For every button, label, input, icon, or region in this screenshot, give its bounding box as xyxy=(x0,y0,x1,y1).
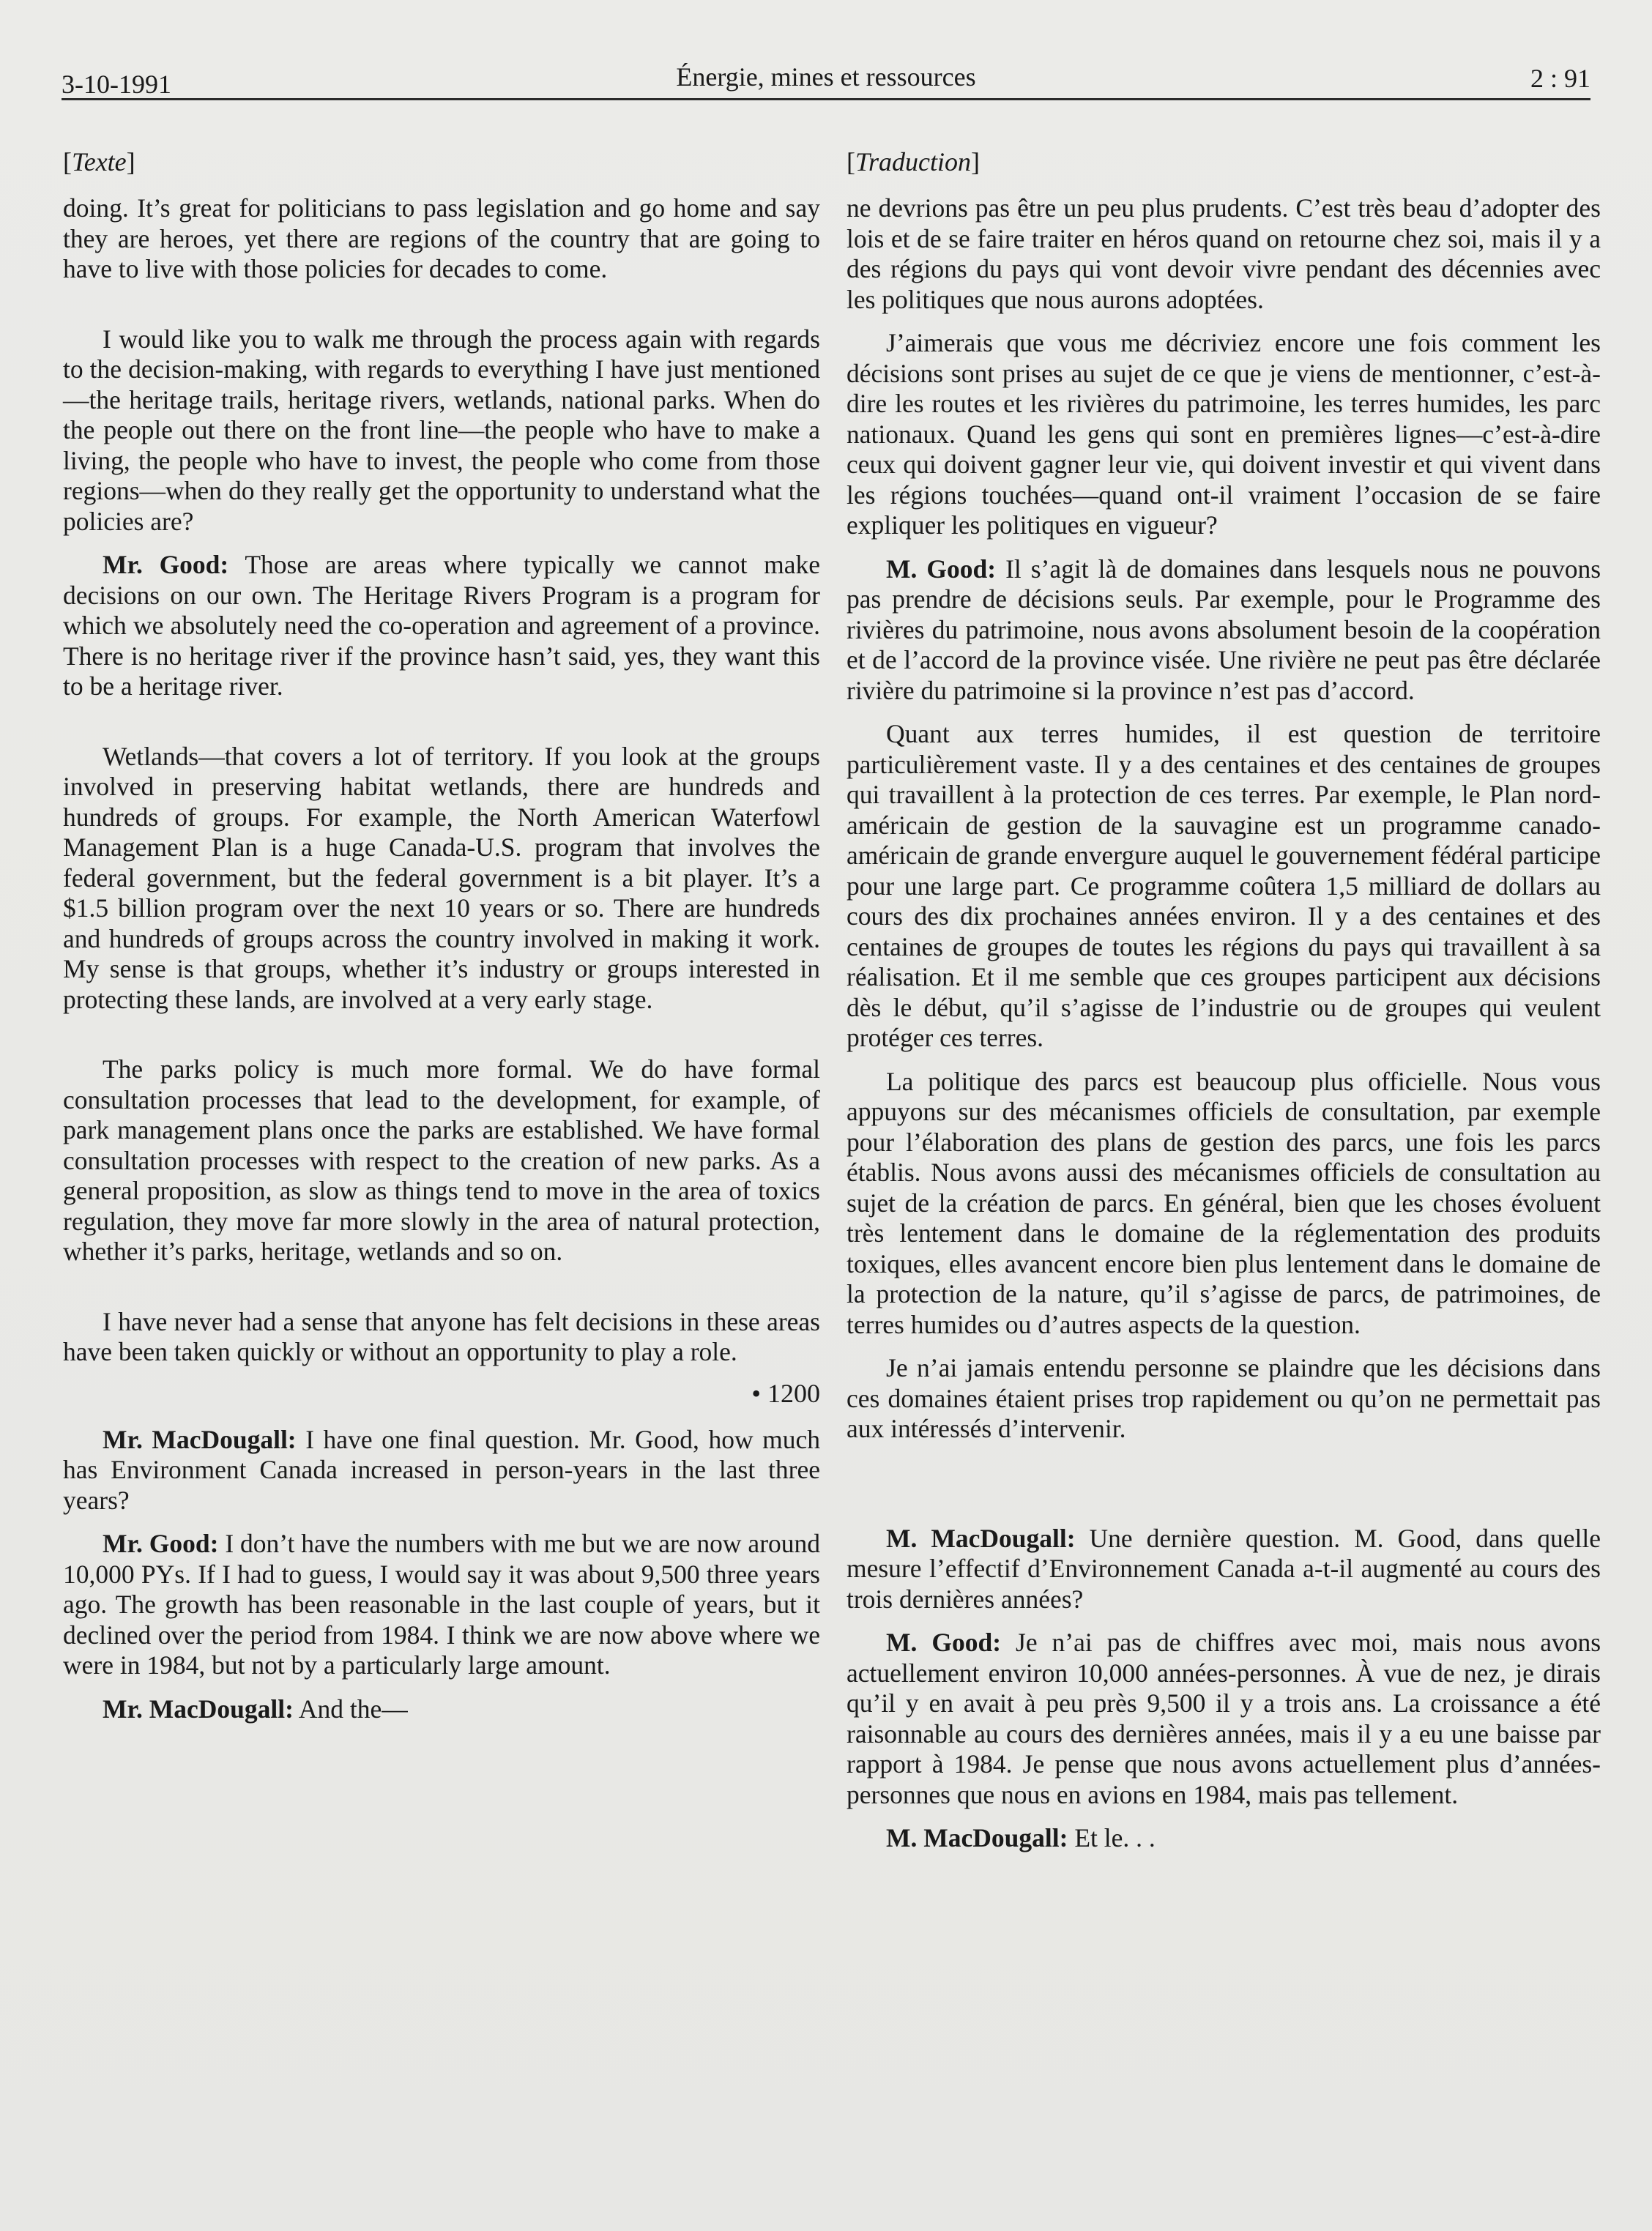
header-page-number: 2 : 91 xyxy=(1530,64,1590,93)
paragraph: M. MacDougall: Et le. . . xyxy=(886,1823,1156,1852)
paragraph: I would like you to walk me through the process again with regards to the decision-making, with regards to everything I have just mentioned—the heritage trails, heritage rivers, wetlands, national parks. When do the people out there on the front line—the people who have to make a living, the people who have to invest, the people who come from those regions—when do they really get the opportunity to understand what the policies are? xyxy=(63,324,820,536)
paragraph: Wetlands—that covers a lot of territory. If you look at the groups involved in preserving habitat wetlands, there are hundreds and hundreds of groups. For example, the North American Waterfowl Management Plan is a huge Canada-U.S. program that involves the federal government, but the federal government is a bit player. It’s a $1.5 billion program over the next 10 years or so. There are hundreds and hundreds of groups across the country involved in making it work. My sense is that groups, whether it’s industry or groups interested in protecting these lands, are involved at a very early stage. xyxy=(63,741,820,1014)
paragraph: J’aimerais que vous me décriviez encore une fois comment les décisions sont prises au sujet de ce que je viens de mentionner, c’est-à-dire les routes et les rivières du patrimoine, les terres humides, les parc nationaux. Quand les gens qui sont en premières lignes—c’est-à-dire ceux qui doivent gagner leur vie, qui doivent investir et qui vivent dans les régions touchées—quand ont-il vraiment l’occasion de se faire expliquer les politiques en vigueur? xyxy=(847,328,1601,540)
english-column xyxy=(63,146,820,1724)
paragraph: M. MacDougall: Une dernière question. M. Good, dans quelle mesure l’effectif d’Environnement Canada a-t-il augmenté au cours des trois dernières années? xyxy=(847,1523,1601,1614)
header-title: Énergie, mines et ressources xyxy=(676,62,976,92)
paragraph: La politique des parcs est beaucoup plus officielle. Nous vous appuyons sur des mécanismes officiels de consultation, par exemple pour l’élaboration des plans de gestion des parcs, une fois les parcs établis. Nous avons aussi des mécanismes officiels de consultation au sujet de la création de parcs. En général, bien que les choses évoluent très lentement dans le domaine de la réglementation des produits toxiques, elles avancent encore bien plus lentement dans le domaine de la protection de la nature, qu’il s’agisse de parcs, de patrimoines, de terres humides ou d’autres aspects de la question. xyxy=(847,1066,1601,1339)
speaker-name: Mr. Good: xyxy=(103,1529,219,1558)
header-date: 3-10-1991 xyxy=(62,70,171,99)
french-column xyxy=(847,146,1601,1854)
speaker-name: Mr. Good: xyxy=(103,550,229,579)
paragraph: Mr. MacDougall: I have one final question. Mr. Good, how much has Environment Canada increased in person-years in the last three years? xyxy=(63,1424,821,1515)
paragraph: M. Good: Je n’ai pas de chiffres avec moi, mais nous avons actuellement environ 10,000 années-personnes. À vue de nez, je dirais qu’il y en avait à peu près 9,500 il y a trois ans. La croissance a été raisonnable au cours des dernières années, mais il y a eu une baisse par rapport à 1984. Je pense que nous avons actuellement plus d’années-personnes que nous en avions en 1984, mais pas tellement. xyxy=(847,1628,1601,1809)
language-tag-traduction: [Traduction] xyxy=(847,147,981,176)
paragraph: Quant aux terres humides, il est question de territoire particulièrement vaste. Il y a des centaines et des centaines de groupes qui travaillent à la protection de ces terres. Par exemple, le Plan nord-américain de gestion de la sauvagine est un programme canado-américain de grande envergure auquel le gouvernement fédéral participe pour une large part. Ce programme coûtera 1,5 milliard de dollars au cours des dix prochaines années environ. Il y a des centaines et des centaines de groupes de toutes les régions du pays qui travaillent à sa réalisation. Et il me semble que ces groupes participent aux décisions dès le début, qu’il s’agisse de l’industrie ou de groupes qui veulent protéger ces terres. xyxy=(847,719,1601,1052)
paragraph: Je n’ai jamais entendu personne se plaindre que les décisions dans ces domaines étaient prises trop rapidement ou qu’on ne permettait pas aux intéressés d’intervenir. xyxy=(847,1353,1601,1443)
paragraph: Mr. Good: Those are areas where typically we cannot make decisions on our own. The Heritage Rivers Program is a program for which we absolutely need the co-operation and agreement of a province. There is no heritage river if the province hasn’t said, yes, they want this to be a heritage river. xyxy=(63,550,821,701)
paragraph: Mr. MacDougall: And the— xyxy=(103,1694,408,1724)
paragraph: Mr. Good: I don’t have the numbers with me but we are now around 10,000 PYs. If I had to guess, I would say it was about 9,500 three years ago. The growth has been reasonable in the last couple of years, but it declined over the period from 1984. I think we are now above where we were in 1984, but not by a particularly large amount. xyxy=(63,1529,821,1680)
paragraph: The parks policy is much more formal. We do have formal consultation processes that lead to the development, for example, of park management plans once the parks are established. We have formal consultation processes with respect to the creation of new parks. As a general proposition, as slow as things tend to move in the area of toxics regulation, they move far more slowly in the area of natural protection, whether it’s parks, heritage, wetlands and so on. xyxy=(63,1054,820,1266)
speaker-name: Mr. MacDougall: xyxy=(103,1424,297,1454)
paragraph: I have never had a sense that anyone has felt decisions in these areas have been taken quickly or without an opportunity to play a role. xyxy=(63,1306,820,1366)
speaker-name: M. MacDougall: xyxy=(886,1823,1068,1852)
paragraph: M. Good: Il s’agit là de domaines dans lesquels nous ne pouvons pas prendre de décisions seuls. Par exemple, pour le Programme des rivières du patrimoine, nous avons absolument besoin de la coopération et de l’accord de la province visée. Une rivière ne peut pas être déclarée rivière du patrimoine si la province n’est pas d’accord. xyxy=(847,554,1601,705)
page-header xyxy=(62,59,1590,100)
language-tag-text: [Texte] xyxy=(63,147,135,176)
speaker-name: M. Good: xyxy=(886,1628,1002,1657)
speaker-name: M. Good: xyxy=(886,554,997,584)
paragraph: doing. It’s great for politicians to pass legislation and go home and say they are heroes, yet there are regions of the country that are going to have to live with those policies for decades to come. xyxy=(63,193,820,283)
speaker-name: M. MacDougall: xyxy=(886,1523,1076,1553)
time-marker: • 1200 xyxy=(751,1378,820,1408)
paragraph: ne devrions pas être un peu plus prudents. C’est très beau d’adopter des lois et de se faire traiter en héros quand on retourne chez soi, mais il y a des régions du pays qui vont devoir vivre pendant des décennies avec les politiques que nous aurons adoptées. xyxy=(847,193,1601,314)
speaker-name: Mr. MacDougall: xyxy=(103,1694,294,1724)
